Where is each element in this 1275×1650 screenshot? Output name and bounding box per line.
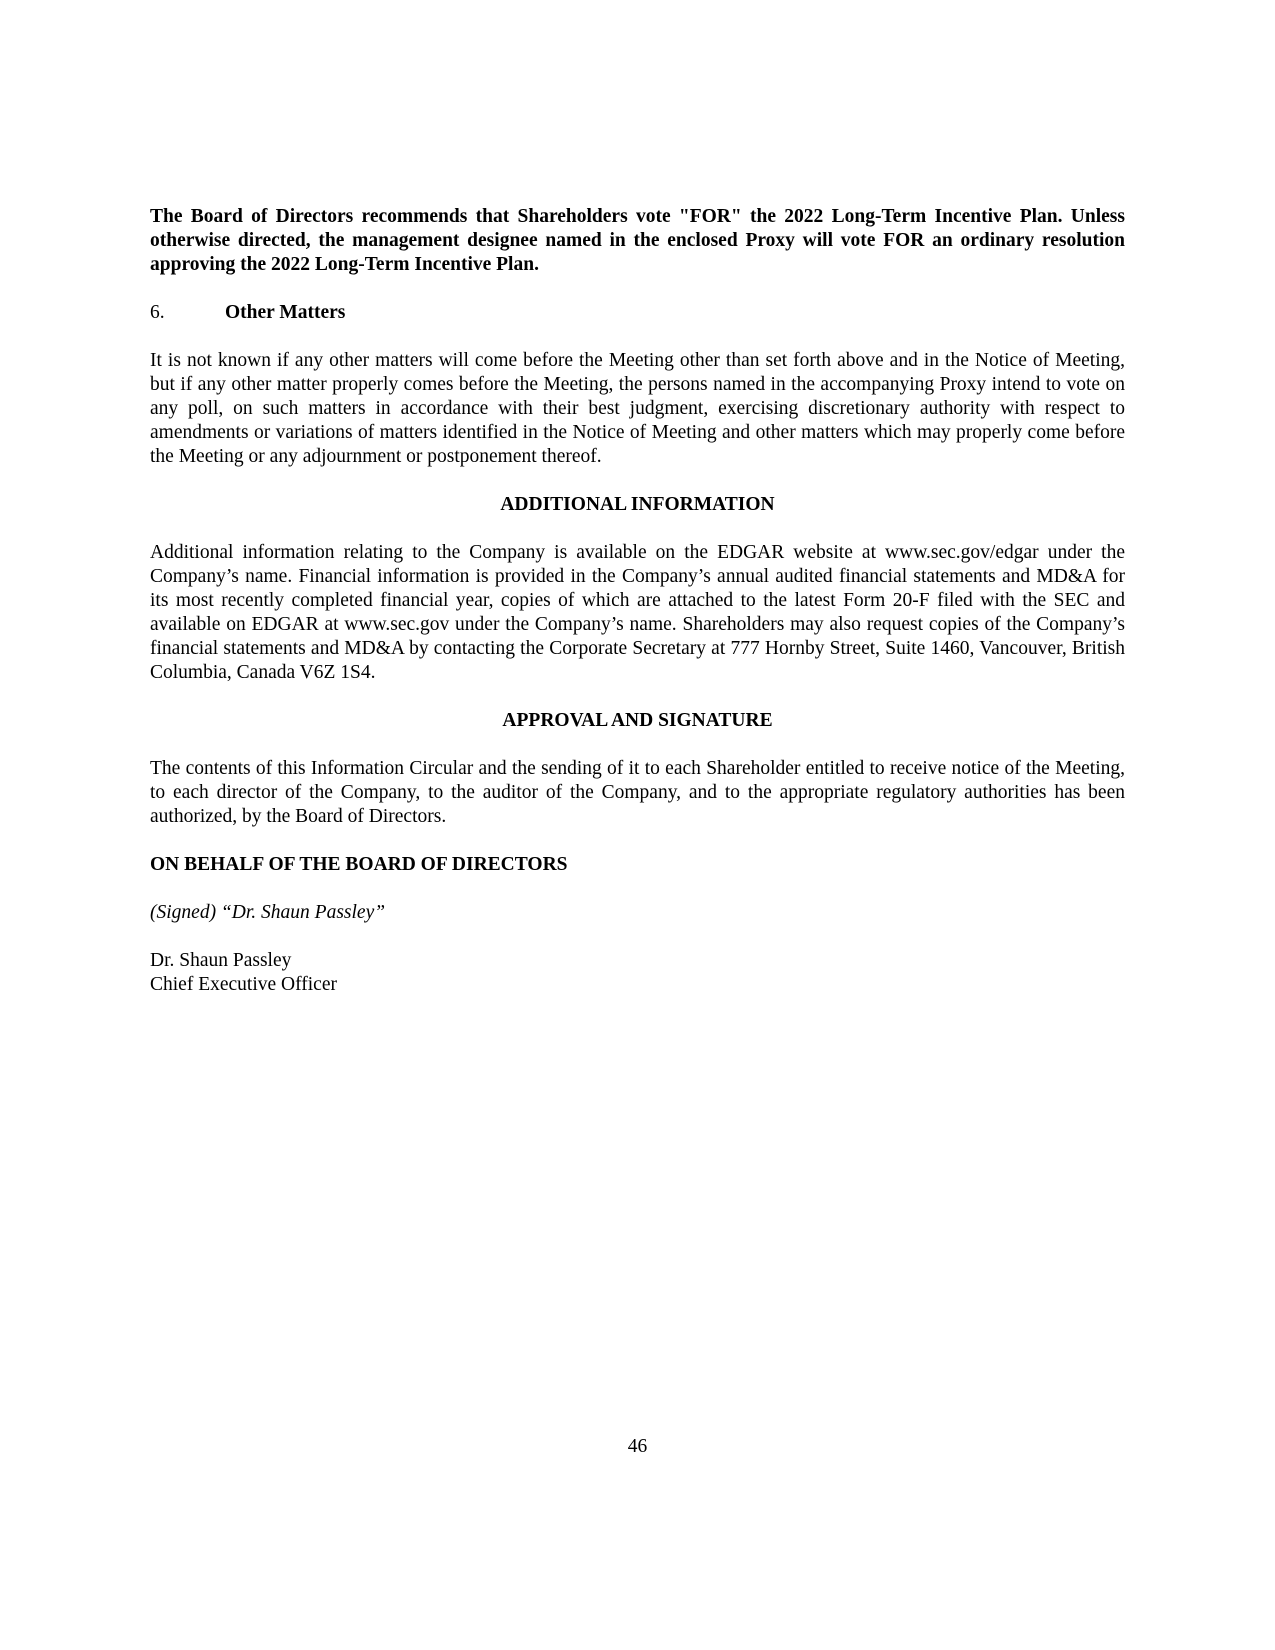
signed-line: (Signed) “Dr. Shaun Passley” [150, 902, 386, 923]
page-number: 46 [627, 1436, 648, 1457]
additional-information-paragraph: Additional information relating to the Company is available on the EDGAR website at www.sec.gov/edgar under the Company’s name. Financial information is provided in the Company’s annual audited financial statements and MD&A for its most recently completed financial year, copies of which are attached to the latest Form 20-F filed with the SEC and available on EDGAR at www.sec.gov under the Company’s name. Shareholders may also request copies of the Company’s financial statements and MD&A by contacting the Corporate Secretary at 777 Hornby Street, Suite 1460, Vancouver, British Columbia, Canada V6Z 1S4. [150, 542, 1125, 683]
signatory-title: Chief Executive Officer [150, 974, 337, 995]
document-page [150, 205, 1125, 997]
signatory-name: Dr. Shaun Passley [150, 950, 292, 971]
section-number: 6. [150, 302, 165, 323]
board-recommendation: The Board of Directors recommends that Shareholders vote "FOR" the 2022 Long-Term Incentive Plan. Unless otherwise directed, the management designee named in the enclosed Proxy will vote FOR an ordinary resolution approving the 2022 Long-Term Incentive Plan. [150, 206, 1125, 275]
section-title: Other Matters [225, 302, 346, 323]
section-6-heading [150, 301, 1125, 325]
signatory-block [150, 949, 1125, 997]
other-matters-paragraph: It is not known if any other matters will come before the Meeting other than set forth above and in the Notice of Meeting, but if any other matter properly comes before the Meeting, the persons named in the accompanying Proxy intend to vote on any poll, on such matters in accordance with their best judgment, exercising discretionary authority with respect to amendments or variations of matters identified in the Notice of Meeting and other matters which may properly come before the Meeting or any adjournment or postponement thereof. [150, 350, 1125, 467]
additional-information-heading: ADDITIONAL INFORMATION [500, 494, 775, 515]
on-behalf-heading: ON BEHALF OF THE BOARD OF DIRECTORS [150, 854, 568, 875]
approval-paragraph: The contents of this Information Circular and the sending of it to each Shareholder entitled to receive notice of the Meeting, to each director of the Company, to the auditor of the Company, and to the appropriate regulatory authorities has been authorized, by the Board of Directors. [150, 758, 1125, 827]
approval-heading: APPROVAL AND SIGNATURE [502, 710, 773, 731]
